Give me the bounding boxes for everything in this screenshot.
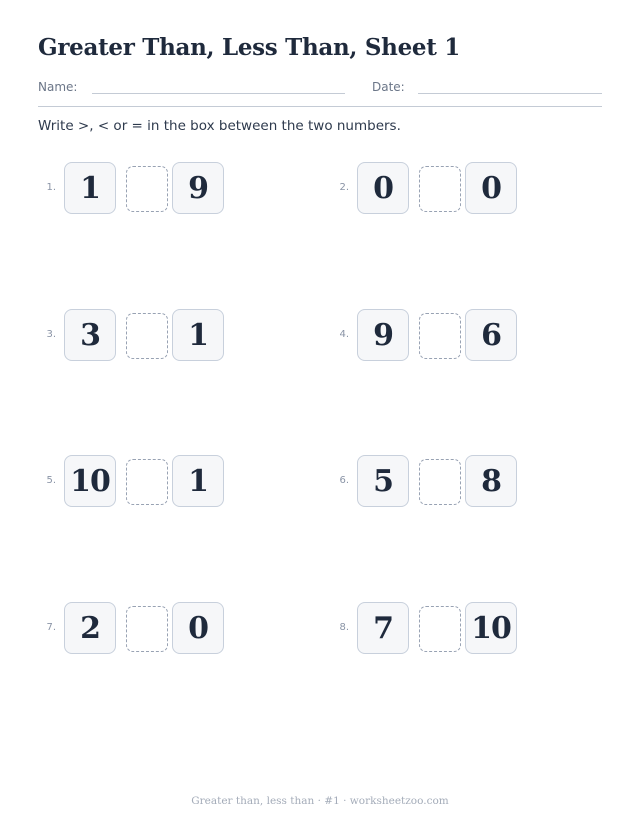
answer-box[interactable] — [419, 606, 461, 652]
answer-box[interactable] — [419, 313, 461, 359]
left-number-box: 2 — [64, 602, 116, 654]
answer-box[interactable] — [419, 166, 461, 212]
left-number-box: 5 — [357, 455, 409, 507]
problem-number: 8. — [339, 622, 349, 633]
problem-number: 4. — [339, 329, 349, 340]
problem-number: 5. — [46, 475, 56, 486]
instructions-text: Write >, < or = in the box between the two numbers. — [38, 118, 401, 134]
left-number-box: 3 — [64, 309, 116, 361]
right-number-box: 1 — [172, 455, 224, 507]
problem-1 — [36, 162, 226, 218]
right-number-box: 9 — [172, 162, 224, 214]
right-number-box: 10 — [465, 602, 517, 654]
page-footer: Greater than, less than · #1 · worksheetzoo.com — [191, 795, 449, 807]
problem-number: 3. — [46, 329, 56, 340]
problem-number: 1. — [46, 182, 56, 193]
worksheet-title: Greater Than, Less Than, Sheet 1 — [38, 34, 460, 61]
answer-box[interactable] — [126, 606, 168, 652]
problem-6 — [329, 455, 519, 511]
problem-number: 6. — [339, 475, 349, 486]
answer-box[interactable] — [126, 166, 168, 212]
left-number-box: 10 — [64, 455, 116, 507]
name-field-line[interactable] — [92, 93, 345, 94]
left-number-box: 1 — [64, 162, 116, 214]
left-number-box: 9 — [357, 309, 409, 361]
right-number-box: 8 — [465, 455, 517, 507]
answer-box[interactable] — [126, 313, 168, 359]
left-number-box: 7 — [357, 602, 409, 654]
left-number-box: 0 — [357, 162, 409, 214]
problem-5 — [36, 455, 226, 511]
problem-number: 2. — [339, 182, 349, 193]
date-label: Date: — [372, 80, 405, 94]
name-label: Name: — [38, 80, 78, 94]
problem-2 — [329, 162, 519, 218]
problem-4 — [329, 309, 519, 365]
right-number-box: 1 — [172, 309, 224, 361]
answer-box[interactable] — [126, 459, 168, 505]
problem-3 — [36, 309, 226, 365]
right-number-box: 0 — [172, 602, 224, 654]
right-number-box: 6 — [465, 309, 517, 361]
answer-box[interactable] — [419, 459, 461, 505]
problem-7 — [36, 602, 226, 658]
problem-8 — [329, 602, 519, 658]
date-field-line[interactable] — [418, 93, 602, 94]
problem-number: 7. — [46, 622, 56, 633]
right-number-box: 0 — [465, 162, 517, 214]
header-divider — [38, 106, 602, 107]
